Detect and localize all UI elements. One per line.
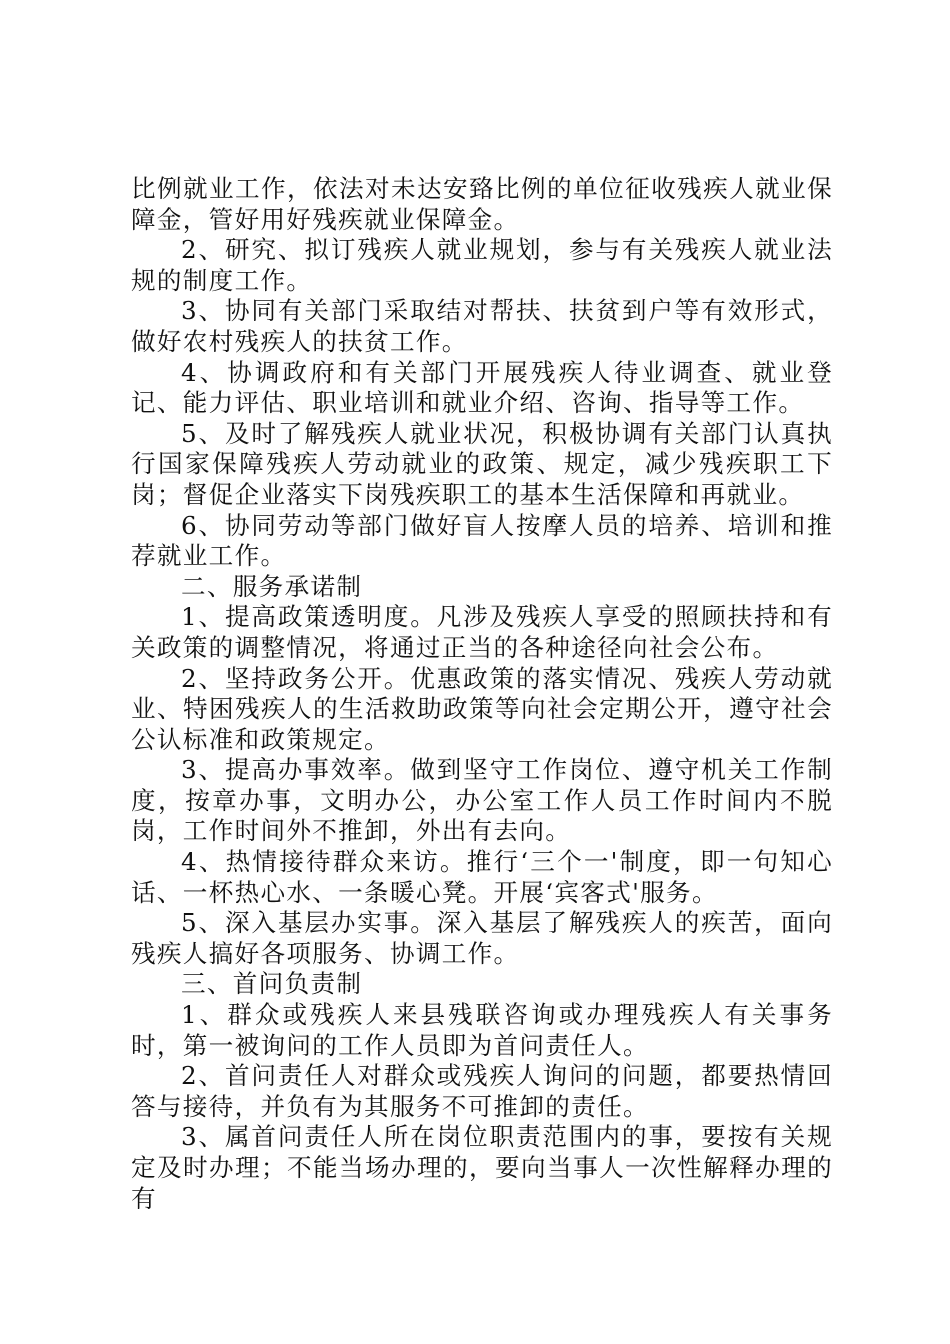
paragraph-government-openness: 2、坚持政务公开。优惠政策的落实情况、残疾人劳动就业、特困残疾人的生活救助政策等向社会定期公开，遵守社会公认标准和政策规定。 [131, 663, 833, 754]
paragraph-item-5-employment-status: 5、及时了解残疾人就业状况，积极协调有关部门认真执行国家保障残疾人劳动就业的政策、规定，减少残疾职工下岗；督促企业落实下岗残疾职工的基本生活保障和再就业。 [131, 418, 833, 509]
paragraph-first-inquiry-duty: 2、首问责任人对群众或残疾人询问的问题，都要热情回答与接待，并负有为其服务不可推卸的责任。 [131, 1061, 833, 1121]
paragraph-item-4-coordination: 4、协调政府和有关部门开展残疾人待业调查、就业登记、能力评估、职业培训和就业介绍、咨询、指导等工作。 [131, 357, 833, 418]
document-body [131, 174, 833, 1214]
paragraph-first-inquiry-handling: 3、属首问责任人所在岗位职责范围内的事，要按有关规定及时办理；不能当场办理的，要向当事人一次性解释办理的有 [131, 1122, 833, 1213]
paragraph-first-inquiry-definition: 1、群众或残疾人来县残联咨询或办理残疾人有关事务时，第一被询问的工作人员即为首问责任人。 [131, 1000, 833, 1060]
section-heading-first-inquiry: 三、首问负责制 [181, 969, 363, 999]
paragraph-continuation: 比例就业工作，依法对未达安臵比例的单位征收残疾人就业保障金，管好用好残疾就业保障金。 [131, 174, 833, 234]
paragraph-grassroots: 5、深入基层办实事。深入基层了解残疾人的疾苦，面向残疾人搞好各项服务、协调工作。 [131, 908, 833, 968]
paragraph-policy-transparency: 1、提高政策透明度。凡涉及残疾人享受的照顾扶持和有关政策的调整情况，将通过正当的各种途径向社会公布。 [131, 602, 833, 662]
paragraph-item-6-massage-training: 6、协同劳动等部门做好盲人按摩人员的培养、培训和推荐就业工作。 [131, 510, 833, 571]
section-heading-service-commitment: 二、服务承诺制 [181, 571, 363, 601]
paragraph-item-2-planning: 2、研究、拟订残疾人就业规划，参与有关残疾人就业法规的制度工作。 [131, 235, 833, 295]
paragraph-item-3-poverty-relief: 3、协同有关部门采取结对帮扶、扶贫到户等有效形式，做好农村残疾人的扶贫工作。 [131, 296, 833, 356]
paragraph-efficiency: 3、提高办事效率。做到坚守工作岗位、遵守机关工作制度，按章办事，文明办公，办公室工作人员工作时间内不脱岗，工作时间外不推卸，外出有去向。 [131, 755, 833, 846]
paragraph-reception: 4、热情接待群众来访。推行‘三个一'制度，即一句知心话、一杯热心水、一条暖心凳。开展‘宾客式'服务。 [131, 847, 833, 907]
